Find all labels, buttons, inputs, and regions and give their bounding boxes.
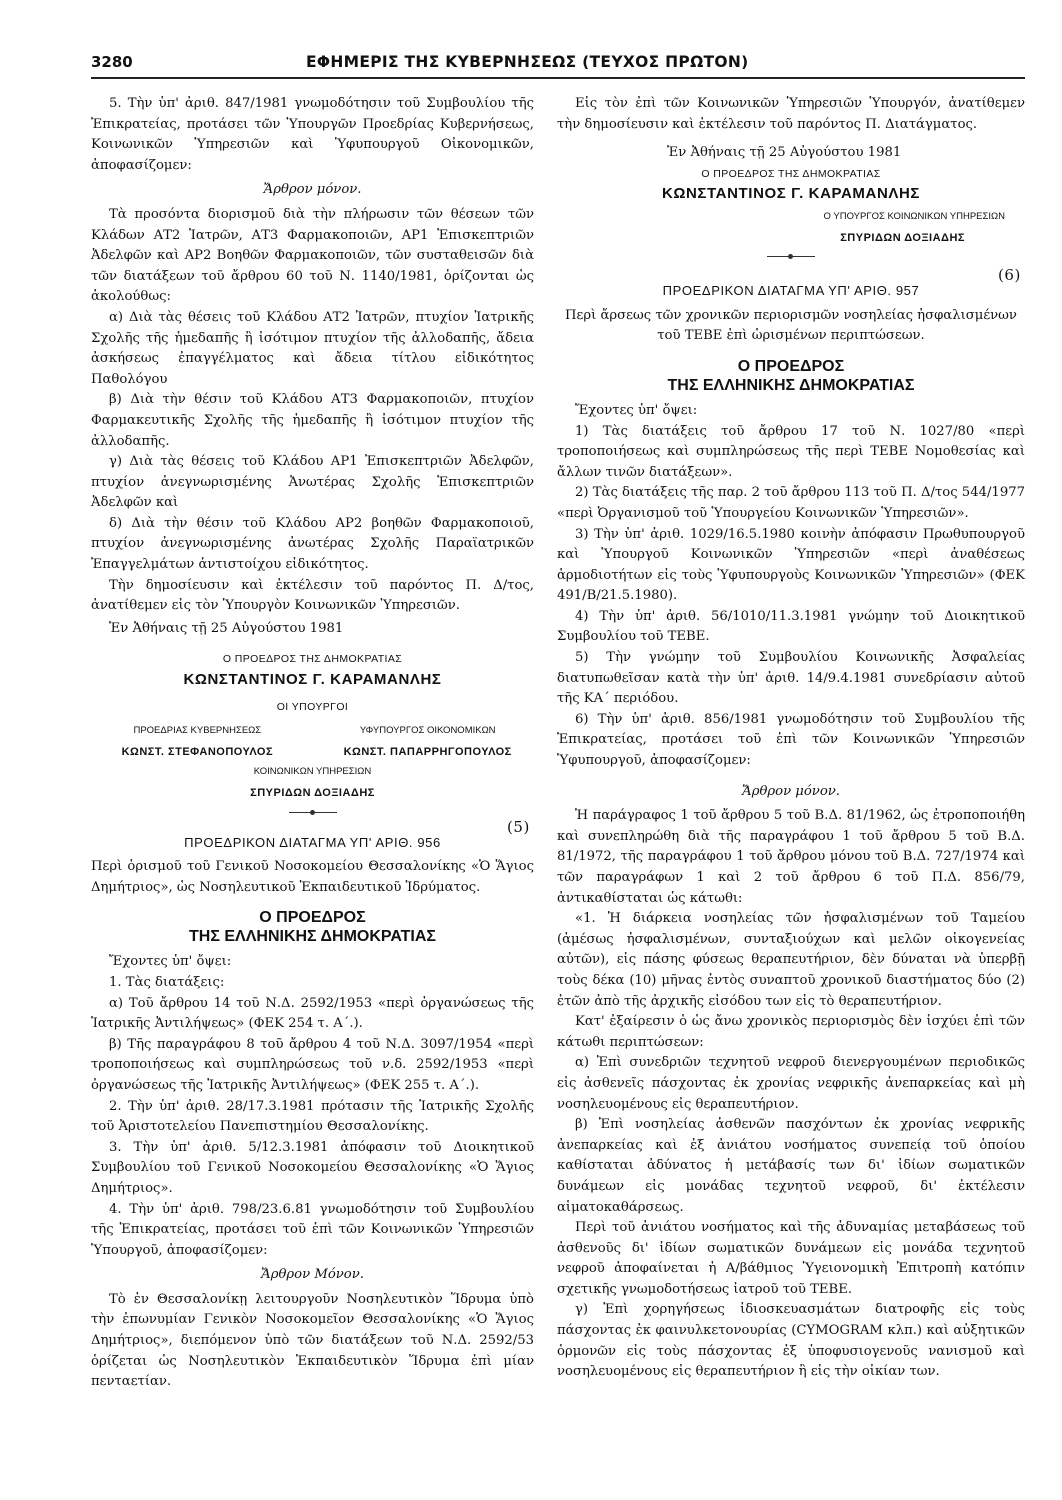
list-item: β) Τῆς παραγράφου 8 τοῦ ἄρθρου 4 τοῦ Ν.Δ. 3097/1954 «περὶ τροποποιήσεως καὶ συμπληρώσεως τοῦ ν.δ. 2592/1953 «περὶ ὀργανώσεως τῆς Ἰατρικῆς Ἀντιλήψεως» (ΦΕΚ 255 τ. Α΄.). <box>91 1036 534 1093</box>
list-item: 3. Τὴν ὑπ' ἀριθ. 5/12.3.1981 ἀπόφασιν τοῦ Διοικητικοῦ Συμβουλίου τοῦ Γενικοῦ Νοσοκομείου Θεσσαλονίκης «Ὁ Ἅγιος Δημήτριος». <box>91 1139 534 1196</box>
list-item: 2. Τὴν ὑπ' ἀριθ. 28/17.3.1981 πρότασιν τῆς Ἰατρικῆς Σχολῆς τοῦ Ἀριστοτελείου Πανεπιστημίου Θεσσαλονίκης. <box>91 1098 534 1135</box>
list-item: α) Τοῦ ἄρθρου 14 τοῦ Ν.Δ. 2592/1953 «περὶ ὀργανώσεως τῆς Ἰατρικῆς Ἀντιλήψεως» (ΦΕΚ 254 τ. Α΄.). <box>91 995 534 1032</box>
minister-role: Ο ΥΠΟΥΡΓΟΣ ΚΟΙΝΩΝΙΚΩΝ ΥΠΗΡΕΣΙΩΝ <box>823 210 1005 222</box>
president-label: Ο ΠΡΟΕΔΡΟΣ ΤΗΣ ΔΗΜΟΚΡΑΤΙΑΣ <box>222 653 403 666</box>
decree-title: ΠΡΟΕΔΡΙΚΟΝ ΔΙΑΤΑΓΜΑ ΥΠ' ΑΡΙΘ. 957 <box>662 283 920 299</box>
section-separator <box>767 256 815 257</box>
list-item: 5) Τὴν γνώμην τοῦ Συμβουλίου Κοινωνικῆς Ἀσφαλείας διατυπωθεῖσαν κατὰ τὴν ὑπ' ἀριθ. 14/9.4.1981 συνεδρίασιν αὐτοῦ τῆς ΚΑ΄ περιόδου. <box>557 650 1025 707</box>
list-item: 3) Τὴν ὑπ' ἀριθ. 1029/16.5.1980 κοινὴν ἀπόφασιν Πρωθυπουργοῦ καὶ Ὑπουργοῦ Κοινωνικῶν Ὑπηρεσιῶν «περὶ ἀναθέσεως ἁρμοδιοτήτων εἰς τοὺς Ὑφυπουργοὺς Κοινωνικῶν Ὑπηρεσιῶν» (ΦΕΚ 491/Β/21.5.1980). <box>557 526 1025 604</box>
list-item: δ) Διὰ τὴν θέσιν τοῦ Κλάδου ΑΡ2 βοηθῶν Φαρμακοποιοῦ, πτυχίον ἀνεγνωρισμένης ἀνωτέρας Σχολῆς Παραϊατρικῶν Ἐπαγγελμάτων ἀντιστοίχου εἰδικότητος. <box>91 515 534 573</box>
left-column <box>91 94 534 1393</box>
decree-subject: Περὶ ἄρσεως τῶν χρονικῶν περιορισμῶν νοσηλείας ἠσφαλισμένων τοῦ ΤΕΒΕ ἐπὶ ὡρισμένων περιπτώσεων. <box>565 307 1017 344</box>
president-heading-line: ΤΗΣ ΕΛΛΗΝΙΚΗΣ ΔΗΜΟΚΡΑΤΙΑΣ <box>189 928 436 946</box>
president-label: Ο ΠΡΟΕΔΡΟΣ ΤΗΣ ΔΗΜΟΚΡΑΤΙΑΣ <box>701 167 881 180</box>
list-item: 4. Τὴν ὑπ' ἀριθ. 798/23.6.81 γνωμοδότησιν τοῦ Συμβουλίου τῆς Ἐπικρατείας, προτάσει τοῦ ἐπὶ τῶν Κοινωνικῶν Ὑπηρεσιῶν Ὑπουργοῦ, ἀποφασίζομεν: <box>91 1201 534 1258</box>
minister-name: ΣΠΥΡΙΔΩΝ ΔΟΞΙΑΔΗΣ <box>250 787 375 799</box>
paragraph: Εἰς τὸν ἐπὶ τῶν Κοινωνικῶν Ὑπηρεσιῶν Ὑπουργόν, ἀνατίθεμεν τὴν δημοσίευσιν καὶ ἐκτέλεσιν τοῦ παρόντος Π. Διατάγματος. <box>557 96 1025 132</box>
article-heading: Ἄρθρον μόνον. <box>263 182 362 198</box>
minister-role: ΠΡΟΕΔΡΙΑΣ ΚΥΒΕΡΝΗΣΕΩΣ <box>133 725 262 737</box>
paragraph: Τὰ προσόντα διορισμοῦ διὰ τὴν πλήρωσιν τῶν θέσεων τῶν Κλάδων ΑΤ2 Ἰατρῶν, ΑΤ3 Φαρμακοποιῶν, ΑΡ1 Ἐπισκεπτριῶν Ἀδελφῶν καὶ ΑΡ2 Βοηθῶν Φαρμακοποιῶν, τῶν συσταθεισῶν διὰ τῶν διατάξεων τοῦ ἄρθρου 60 τοῦ Ν. 1140/1981, ὁρίζονται ὡς ἀκολούθως: <box>91 206 534 305</box>
list-item: 4) Τὴν ὑπ' ἀριθ. 56/1010/11.3.1981 γνώμην τοῦ Διοικητικοῦ Συμβουλίου τοῦ ΤΕΒΕ. <box>557 608 1025 645</box>
paragraph: Περὶ τοῦ ἀνιάτου νοσήματος καὶ τῆς ἀδυναμίας μεταβάσεως τοῦ ἀσθενοῦς δι' ἰδίων σωματικῶν δυνάμεων εἰς μονάδα τεχνητοῦ νεφροῦ ἀποφαίνεται ἡ Α/βάθμιος Ὑγειονομικὴ Ἐπιτροπὴ κατόπιν σχετικῆς γνωμοδοτήσεως ἰατροῦ τοῦ ΤΕΒΕ. <box>557 1220 1025 1297</box>
minister-name: ΚΩΝΣΤ. ΣΤΕΦΑΝΟΠΟΥΛΟΣ <box>121 745 274 758</box>
paragraph: Τὴν δημοσίευσιν καὶ ἐκτέλεσιν τοῦ παρόντος Π. Δ/τος, ἀνατίθεμεν εἰς τὸν Ὑπουργὸν Κοινωνικῶν Ὑπηρεσιῶν. <box>91 577 534 614</box>
president-heading-line: ΤΗΣ ΕΛΛΗΝΙΚΗΣ ΔΗΜΟΚΡΑΤΙΑΣ <box>667 376 915 394</box>
paragraph: Ἡ παράγραφος 1 τοῦ ἄρθρου 5 τοῦ Β.Δ. 81/1962, ὡς ἐτροποποιήθη καὶ συνεπληρώθη διὰ τῆς παραγράφου 1 τοῦ ἄρθρου 5 τοῦ Β.Δ. 81/1972, τῆς παραγράφου 1 τοῦ ἄρθρου μόνου τοῦ Β.Δ. 727/1974 καὶ τῶν παραγράφων 1 καὶ 2 τοῦ ἄρθρου 6 τοῦ Π.Δ. 856/79, ἀντικαθίσταται ὡς κάτωθι: <box>557 808 1025 906</box>
ministers-label: ΟΙ ΥΠΟΥΡΓΟΙ <box>276 700 349 713</box>
president-name: ΚΩΝΣΤΑΝΤΙΝΟΣ Γ. ΚΑΡΑΜΑΝΛΗΣ <box>183 671 442 689</box>
paragraph: Κατ' ἐξαίρεσιν ὁ ὡς ἄνω χρονικὸς περιορισμὸς δὲν ἰσχύει ἐπὶ τῶν κάτωθι περιπτώσεων: <box>557 1014 1025 1050</box>
ministers-names <box>91 742 534 763</box>
list-item: 6) Τὴν ὑπ' ἀριθ. 856/1981 γνωμοδότησιν τοῦ Συμβουλίου τῆς Ἐπικρατείας, προτάσει τοῦ ἐπὶ τῶν Κοινωνικῶν Ὑπηρεσιῶν Ὑφυπουργοῦ, ἀποφασίζομεν: <box>557 711 1025 769</box>
president-heading-line: Ο ΠΡΟΕΔΡΟΣ <box>737 357 845 375</box>
article-heading: Ἄρθρον μόνον. <box>742 783 840 799</box>
minister-name: ΣΠΥΡΙΔΩΝ ΔΟΞΙΑΔΗΣ <box>840 231 965 244</box>
page-number: 3280 <box>91 53 133 71</box>
paragraph: 5. Τὴν ὑπ' ἀριθ. 847/1981 γνωμοδότησιν τοῦ Συμβουλίου τῆς Ἐπικρατείας, προτάσει τῶν Ὑπουργῶν Προεδρίας Κυβερνήσεως, Κοινωνικῶν Ὑπηρεσιῶν καὶ Ὑφυπουργοῦ Οἰκονομικῶν, ἀποφασίζομεν: <box>91 96 534 173</box>
list-item: 1. Τὰς διατάξεις: <box>109 974 225 990</box>
signing-date: Ἐν Ἀθήναις τῇ 25 Αὐγούστου 1981 <box>667 145 902 161</box>
list-item: α) Διὰ τὰς θέσεις τοῦ Κλάδου ΑΤ2 Ἰατρῶν, πτυχίον Ἰατρικῆς Σχολῆς τῆς ἡμεδαπῆς ἢ ἰσότιμον πτυχίον τῆς ἀλλοδαπῆς, ἄδεια ἀσκήσεως ἐπαγγέλματος καὶ ἄδεια τίτλου εἰδικότητος Παθολόγου <box>91 309 534 387</box>
paragraph: Ἔχοντες ὑπ' ὄψει: <box>575 402 698 418</box>
gazette-title: ΕΦΗΜΕΡΙΣ ΤΗΣ ΚΥΒΕΡΝΗΣΕΩΣ (ΤΕΥΧΟΣ ΠΡΩΤΟΝ) <box>306 53 749 71</box>
president-heading <box>557 357 1025 395</box>
list-item: β) Ἐπὶ νοσηλείας ἀσθενῶν πασχόντων ἐκ χρονίας νεφρικῆς ἀνεπαρκείας καὶ ἐξ ἀνιάτου νοσήματος συνεπείᾳ τοῦ ὁποίου καθίσταται ἀδύνατος ἡ μετάβασίς των δι' ἰδίων σωματικῶν δυνάμεων εἰς μονάδας τεχνητοῦ νεφροῦ, δι' ἐκτέλεσιν αἱματοκαθάρσεως. <box>557 1117 1025 1215</box>
paragraph: Τὸ ἐν Θεσσαλονίκῃ λειτουργοῦν Νοσηλευτικὸν Ἵδρυμα ὑπὸ τὴν ἐπωνυμίαν Γενικὸν Νοσοκομεῖον Θεσσαλονίκης «Ὁ Ἅγιος Δημήτριος», διεπόμενον ὑπὸ τῶν διατάξεων τοῦ Ν.Δ. 2592/53 ὁρίζεται ὡς Νοσηλευτικὸν Ἐκπαιδευτικὸν Ἵδρυμα ἐπὶ μίαν πενταετίαν. <box>91 1291 534 1390</box>
president-heading-line: Ο ΠΡΟΕΔΡΟΣ <box>259 909 366 927</box>
section-separator <box>289 812 337 813</box>
header-rule <box>91 77 1025 79</box>
president-heading <box>91 908 534 946</box>
decree-heading <box>557 266 1025 302</box>
list-item: 1) Τὰς διατάξεις τοῦ ἄρθρου 17 τοῦ Ν. 1027/80 «περὶ τροποποιήσεως καὶ συμπληρώσεως τῆς περὶ ΤΕΒΕ Νομοθεσίας καὶ ἄλλων τινῶν διατάξεων». <box>557 423 1025 480</box>
decree-number: (5) <box>506 817 530 836</box>
president-name: ΚΩΝΣΤΑΝΤΙΝΟΣ Γ. ΚΑΡΑΜΑΝΛΗΣ <box>661 185 921 203</box>
decree-subject: Περὶ ὁρισμοῦ τοῦ Γενικοῦ Νοσοκομείου Θεσσαλονίκης «Ὁ Ἅγιος Δημήτριος», ὡς Νοσηλευτικοῦ Ἐκπαιδευτικοῦ Ἱδρύματος. <box>91 859 534 895</box>
list-item: γ) Διὰ τὰς θέσεις τοῦ Κλάδου ΑΡ1 Ἐπισκεπτριῶν Ἀδελφῶν, πτυχίον ἀνεγνωρισμένης Ἀνωτέρας Σχολῆς Ἐπισκεπτριῶν Ἀδελφῶν καὶ <box>91 454 534 511</box>
minister-name: ΚΩΝΣΤ. ΠΑΠΑΡΡΗΓΟΠΟΥΛΟΣ <box>343 745 512 758</box>
list-item: γ) Ἐπὶ χορηγήσεως ἰδιοσκευασμάτων διατροφῆς εἰς τοὺς πάσχοντας ἐκ φαινυλκετονουρίας (CYMOGRAM κλπ.) καὶ αὐξητικῶν ὁρμονῶν εἰς τοὺς πάσχοντας ἐξ ὑποφυσιογενοῦς νανισμοῦ καὶ νοσηλευομένους εἰς θεραπευτήριον ἢ εἰς τὴν οἰκίαν των. <box>557 1302 1025 1380</box>
list-item: β) Διὰ τὴν θέσιν τοῦ Κλάδου ΑΤ3 Φαρμακοποιῶν, πτυχίον Φαρμακευτικῆς Σχολῆς τῆς ἡμεδαπῆς ἢ ἰσότιμον πτυχίον τῆς ἀλλοδαπῆς. <box>91 392 534 449</box>
list-item: 2) Τὰς διατάξεις τῆς παρ. 2 τοῦ ἄρθρου 113 τοῦ Π. Δ/τος 544/1977 «περὶ Ὀργανισμοῦ τοῦ Ὑπουργείου Κοινωνικῶν Ὑπηρεσιῶν». <box>557 485 1025 521</box>
signing-date: Ἐν Ἀθήναις τῇ 25 Αὐγούστου 1981 <box>109 620 344 636</box>
decree-heading <box>91 817 534 854</box>
paragraph: «1. Ἡ διάρκεια νοσηλείας τῶν ἠσφαλισμένων τοῦ Ταμείου (ἀμέσως ἠσφαλισμένων, συνταξιούχων καὶ μελῶν οἰκογενείας αὐτῶν), εἰς πάσης φύσεως θεραπευτήριον, δὲν δύναται νὰ ὑπερβῇ τοὺς δέκα (10) μῆνας ἐντὸς συναπτοῦ χρονικοῦ διαστήματος δύο (2) ἐτῶν ἀπὸ τῆς ἀρχικῆς εἰσόδου των εἰς τὸ θεραπευτήριον. <box>557 911 1025 1009</box>
decree-number: (6) <box>997 266 1021 285</box>
minister-role: ΚΟΙΝΩΝΙΚΩΝ ΥΠΗΡΕΣΙΩΝ <box>253 766 372 778</box>
right-column <box>557 94 1025 1383</box>
ministers-roles <box>91 721 534 742</box>
article-heading: Ἄρθρον Μόνον. <box>261 1267 364 1283</box>
minister-role: ΥΦΥΠΟΥΡΓΟΣ ΟΙΚΟΝΟΜΙΚΩΝ <box>359 725 496 737</box>
paragraph: Ἔχοντες ὑπ' ὄψει: <box>109 954 232 970</box>
decree-title: ΠΡΟΕΔΡΙΚΟΝ ΔΙΑΤΑΓΜΑ ΥΠ' ΑΡΙΘ. 956 <box>184 834 441 850</box>
list-item: α) Ἐπὶ συνεδριῶν τεχνητοῦ νεφροῦ διενεργουμένων περιοδικῶς εἰς ἀσθενεῖς πάσχοντας ἐκ χρονίας νεφρικῆς ἀνεπαρκείας καὶ μὴ νοσηλευομένους εἰς θεραπευτήριον. <box>557 1055 1025 1112</box>
